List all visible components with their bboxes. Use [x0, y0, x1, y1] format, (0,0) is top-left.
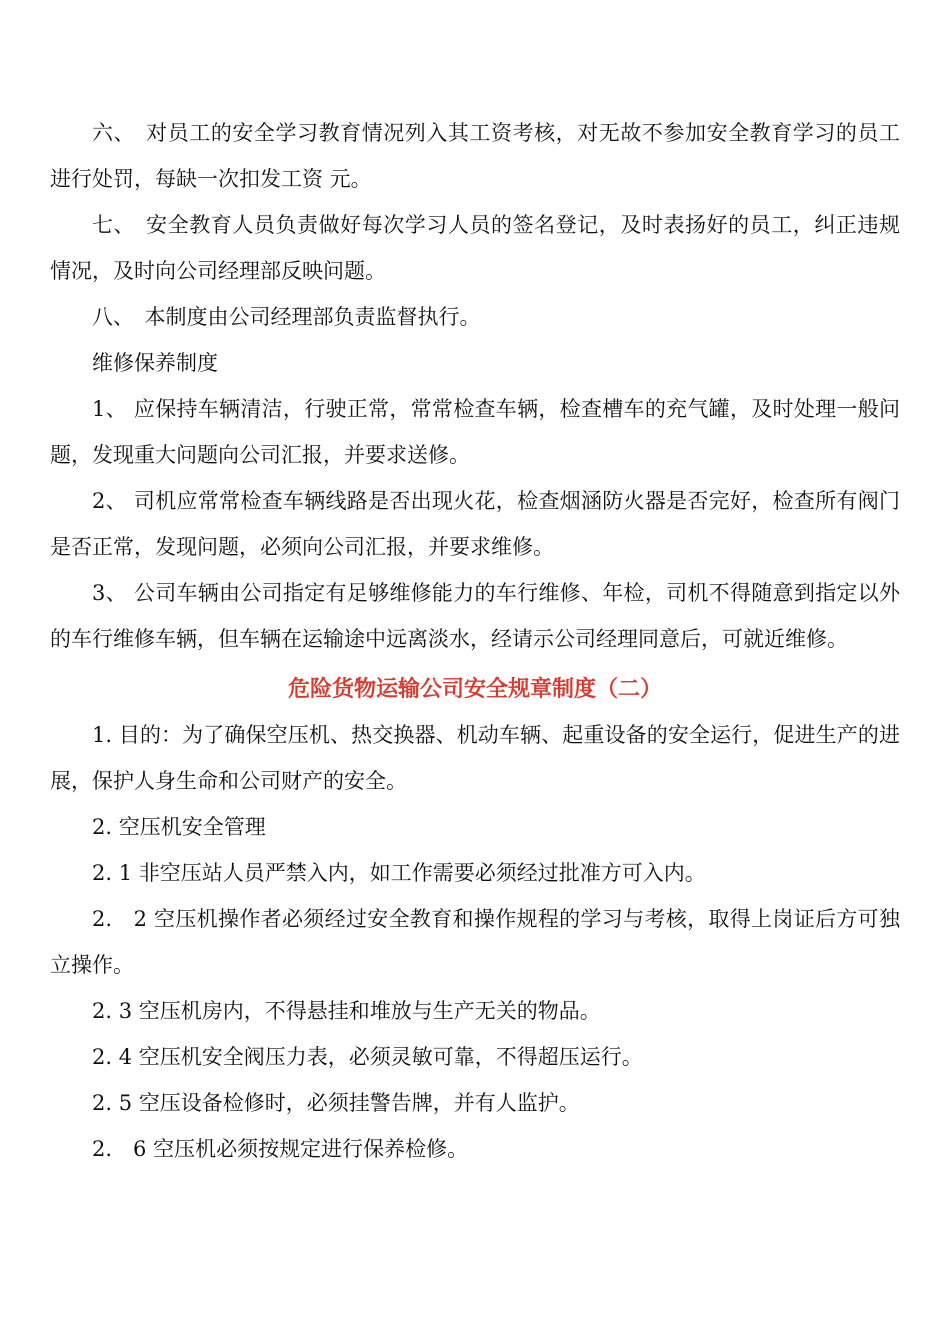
section-title: 危险货物运输公司安全规章制度（二）: [287, 676, 662, 702]
paragraph-item-7: 七、 安全教育人员负责做好每次学习人员的签名登记，及时表扬好的员工，纠正违规情况，及时向公司经理部反映问题。: [50, 213, 900, 283]
purpose-paragraph: 1. 目的：为了确保空压机、热交换器、机动车辆、起重设备的安全运行，促进生产的进展，保护人身生命和公司财产的安全。: [50, 723, 900, 793]
paragraph-item-8: 八、 本制度由公司经理部负责监督执行。: [92, 305, 481, 329]
compressor-rule-2-1: 2. 1 非空压站人员严禁入内，如工作需要必须经过批准方可入内。: [92, 861, 706, 885]
compressor-heading: 2. 空压机安全管理: [92, 815, 266, 839]
compressor-rule-2-4: 2. 4 空压机安全阀压力表，必须灵敏可靠，不得超压运行。: [92, 1045, 643, 1069]
compressor-rule-2-6: 2. 6 空压机必须按规定进行保养检修。: [92, 1137, 469, 1161]
paragraph-item-6: 六、 对员工的安全学习教育情况列入其工资考核，对无故不参加安全教育学习的员工进行处罚，每缺一次扣发工资 元。: [50, 121, 900, 191]
compressor-rule-2-3: 2. 3 空压机房内，不得悬挂和堆放与生产无关的物品。: [92, 999, 601, 1023]
maintenance-heading: 维修保养制度: [92, 351, 218, 375]
compressor-rule-2-2: 2. 2 空压机操作者必须经过安全教育和操作规程的学习与考核，取得上岗证后方可独立操作。: [50, 907, 900, 977]
maintenance-rule-3: 3、 公司车辆由公司指定有足够维修能力的车行维修、年检，司机不得随意到指定以外的车行维修车辆，但车辆在运输途中远离淡水，经请示公司经理同意后，可就近维修。: [50, 581, 900, 651]
maintenance-rule-1: 1、 应保持车辆清洁，行驶正常，常常检查车辆，检查槽车的充气罐，及时处理一般问题，发现重大问题向公司汇报，并要求送修。: [50, 397, 900, 467]
maintenance-rule-2: 2、 司机应常常检查车辆线路是否出现火花，检查烟涵防火器是否完好，检查所有阀门是否正常，发现问题，必须向公司汇报，并要求维修。: [50, 489, 900, 559]
compressor-rule-2-5: 2. 5 空压设备检修时，必须挂警告牌，并有人监护。: [92, 1091, 580, 1115]
